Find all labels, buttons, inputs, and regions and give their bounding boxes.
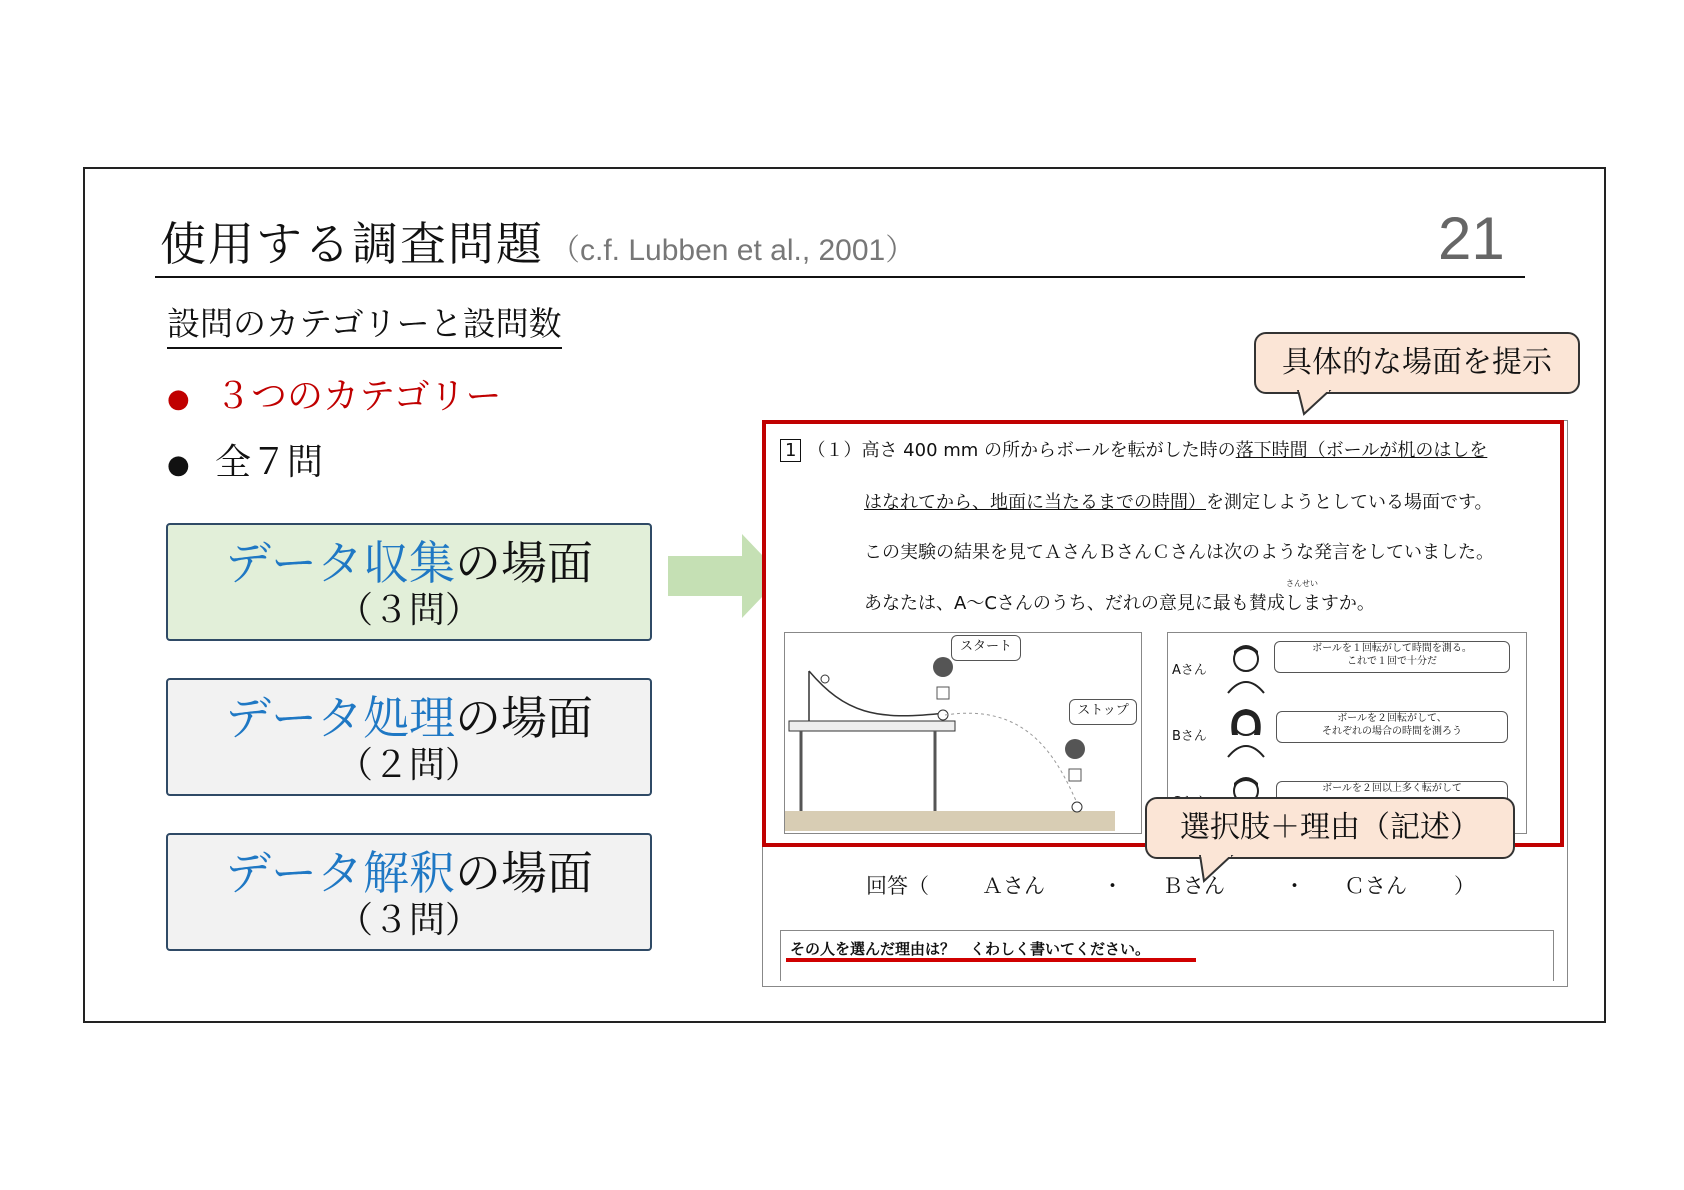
start-label: スタート xyxy=(951,635,1021,661)
stop-label: ストップ xyxy=(1069,699,1137,725)
option-separator: ・ xyxy=(1102,874,1123,898)
section-subtitle: 設問のカテゴリーと設問数 xyxy=(167,298,562,349)
option-c: Ｃさん xyxy=(1344,874,1407,898)
category-highlight: データ収集 xyxy=(225,536,455,590)
page-number: 21 xyxy=(1438,205,1505,272)
slide-title: 使用する調査問題 （c.f. Lubben et al., 2001） xyxy=(160,217,916,271)
ruby-text: さんせい xyxy=(1286,579,1318,588)
speaker-name: Bさん xyxy=(1172,729,1207,744)
bullet-categories: ● ３つのカテゴリー xyxy=(167,376,502,417)
option-separator: ・ xyxy=(1284,874,1305,898)
category-count: （２問） xyxy=(336,745,481,786)
bullet-total: ● 全７問 xyxy=(167,442,324,483)
callout-choice-reason: 選択肢＋理由（記述） xyxy=(1145,797,1515,859)
question-line-4: あなたは、A～Cさんのうち、だれの意見に最も賛成しますか。 xyxy=(864,593,1375,614)
category-suffix: の場面 xyxy=(455,846,593,900)
bullet-dot-icon: ● xyxy=(167,384,190,414)
callout-tail-icon xyxy=(1296,390,1336,416)
callout-specific-scene: 具体的な場面を提示 xyxy=(1254,332,1580,394)
question-line-2: はなれてから、地面に当たるまでの時間）を測定しようとしている場面です。 xyxy=(864,492,1493,513)
scenario-highlight-frame xyxy=(762,420,1564,847)
category-count: （３問） xyxy=(336,590,481,631)
answer-close: ） xyxy=(1454,874,1475,898)
option-a: Ａさん xyxy=(982,874,1045,898)
category-count: （３問） xyxy=(336,900,481,941)
category-box-data-processing xyxy=(166,678,652,796)
option-b: Ｂさん xyxy=(1162,874,1225,898)
question-line-3: この実験の結果を見てＡさんＢさんＣさんは次のような発言をしていました。 xyxy=(864,542,1494,563)
speech-bubble-c: ボールを２回以上多く転がして xyxy=(1276,781,1508,813)
title-divider xyxy=(155,276,1525,278)
question-number: 1 xyxy=(780,439,801,462)
question-line-1: 1 （１）高さ 400 mm の所からボールを転がした時の落下時間（ボールが机のはしを xyxy=(780,436,1487,462)
category-highlight: データ解釈 xyxy=(225,846,455,900)
category-suffix: の場面 xyxy=(455,691,593,745)
bullet-dot-icon: ● xyxy=(167,450,190,480)
category-suffix: の場面 xyxy=(455,536,593,590)
citation: （c.f. Lubben et al., 2001） xyxy=(550,234,916,267)
callout-tail-icon xyxy=(1198,855,1238,883)
speaker-name: Aさん xyxy=(1172,663,1207,678)
category-box-data-collection xyxy=(166,523,652,641)
speech-bubble-a: ボールを１回転がして時間を測る。 これで１回で十分だ xyxy=(1274,641,1510,673)
reason-underline xyxy=(786,958,1196,962)
answer-row xyxy=(866,870,1475,900)
category-box-data-interpretation xyxy=(166,833,652,951)
reason-prompt: その人を選んだ理由は？ くわしく書いてください。 xyxy=(790,940,1151,958)
answer-label: 回答（ xyxy=(866,874,929,898)
speech-bubble-b: ボールを２回転がして、 それぞれの場合の時間を測ろう xyxy=(1276,711,1508,743)
category-highlight: データ処理 xyxy=(225,691,455,745)
